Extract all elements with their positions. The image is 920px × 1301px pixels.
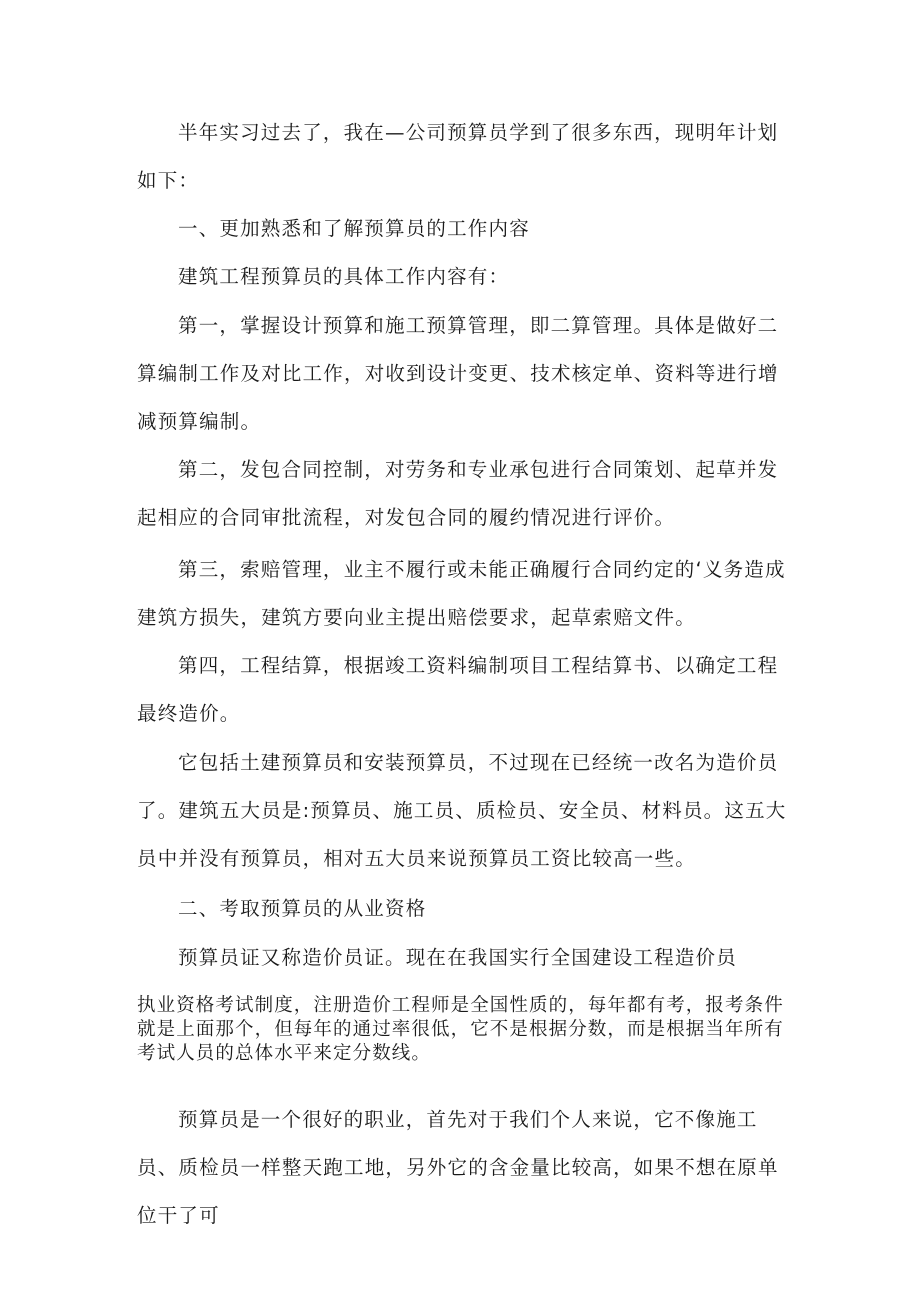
paragraph-item-2: 第二，发包合同控制，对劳务和专业承包进行合同策划、起草并发起相应的合同审批流程，对发包合同的履约情况进行评价。: [137, 458, 779, 529]
heading-section-1: 一、更加熟悉和了解预算员的工作内容: [178, 217, 530, 240]
paragraph-five-roles: 它包括土建预算员和安装预算员，不过现在已经统一改名为造价员了。建筑五大员是:预算员、施工员、质检员、安全员、材料员。这五大员中并没有预算员，相对五大员来说预算员工资比较高一些。: [137, 751, 787, 870]
paragraph-career: 预算员是一个很好的职业，首先对于我们个人来说，它不像施工员、质检员一样整天跑工地，另外它的含金量比较高，如果不想在原单位干了可: [137, 1108, 779, 1227]
paragraph-certificate: 预算员证又称造价员证。现在在我国实行全国建设工程造价员: [178, 946, 737, 969]
paragraph-exam-system: 执业资格考试制度，注册造价工程师是全国性质的，每年都有考，报考条件就是上面那个，但每年的通过率很低，它不是根据分数，而是根据当年所有考试人员的总体水平来定分数线。: [137, 995, 784, 1064]
paragraph-work-intro: 建筑工程预算员的具体工作内容有：: [178, 265, 510, 288]
paragraph-intro: 半年实习过去了，我在—公司预算员学到了很多东西，现明年计划如下：: [137, 121, 779, 192]
paragraph-item-1: 第一，掌握设计预算和施工预算管理，即二算管理。具体是做好二算编制工作及对比工作，对收到设计变更、技术核定单、资料等进行增减预算编制。: [137, 314, 779, 433]
paragraph-item-4: 第四，工程结算，根据竣工资料编制项目工程结算书、以确定工程最终造价。: [137, 654, 779, 725]
heading-section-2: 二、考取预算员的从业资格: [178, 897, 427, 920]
paragraph-item-3: 第三，索赔管理，业主不履行或未能正确履行合同约定的‘义务造成建筑方损失，建筑方要向业主提出赔偿要求，起草索赔文件。: [137, 558, 786, 629]
